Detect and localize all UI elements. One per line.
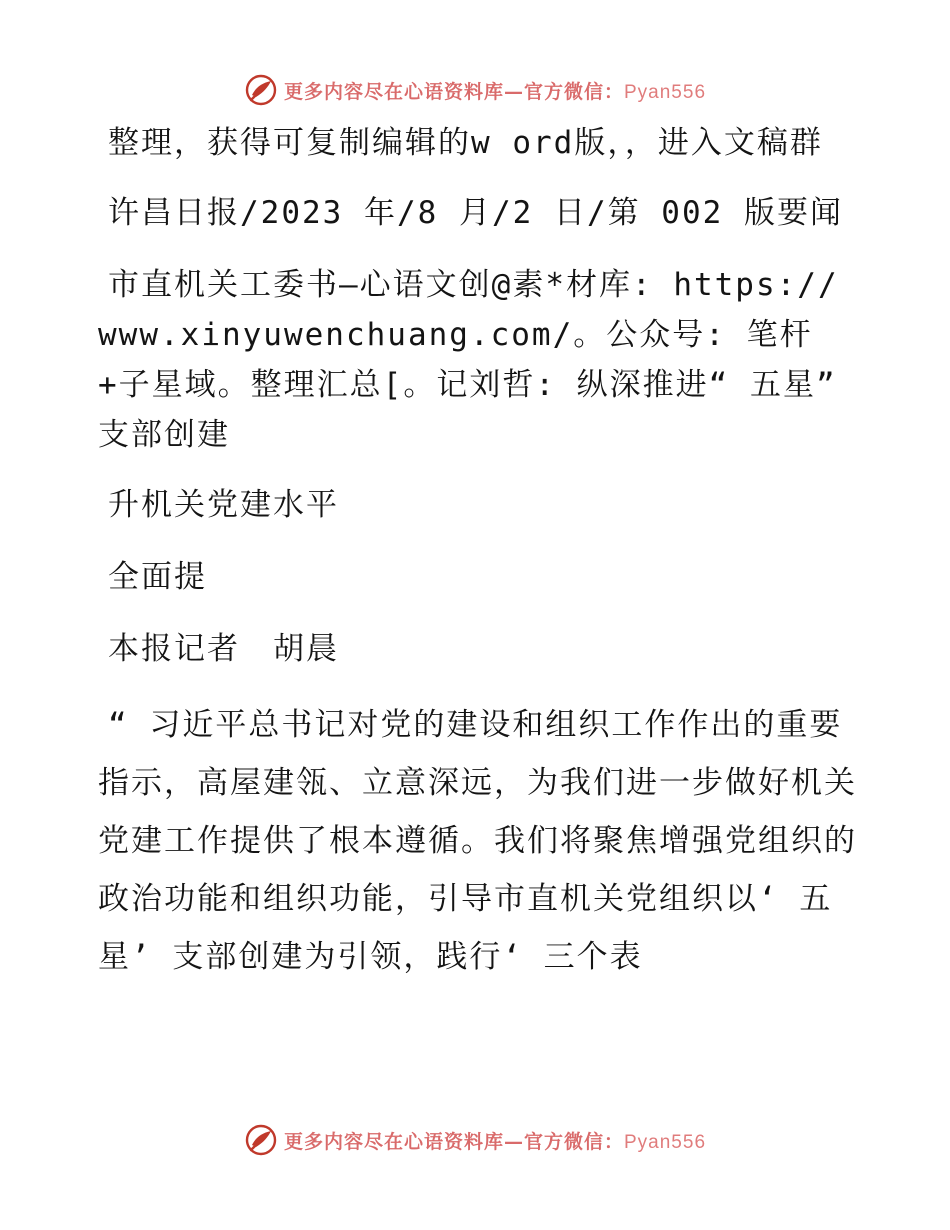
banner-dash: —: [503, 80, 524, 103]
banner-prefix: 更多内容尽在心语资料库: [283, 80, 504, 103]
banner-text: [284, 77, 706, 104]
paragraph-byline: 本报记者 胡晨: [108, 631, 339, 667]
paragraph-source: 许昌日报/2023 年/8 月/2 日/第 002 版要闻: [108, 195, 843, 231]
banner-wechat-id: Pyan556: [624, 81, 707, 103]
header-watermark-banner: [0, 70, 950, 110]
banner-prefix: 更多内容尽在心语资料库: [283, 1130, 504, 1153]
banner-dash: —: [503, 1130, 524, 1153]
footer-watermark-banner: [0, 1120, 950, 1160]
document-body: [98, 118, 858, 986]
paragraph-subheadline: 升机关党建水平: [108, 487, 339, 523]
banner-wechat-id: Pyan556: [624, 1131, 707, 1153]
banner-suffix: 官方微信：: [523, 80, 624, 103]
pen-nib-logo-icon: [244, 1123, 278, 1157]
banner-suffix: 官方微信：: [523, 1130, 624, 1153]
pen-nib-logo-icon: [244, 73, 278, 107]
banner-text: [284, 1127, 706, 1154]
paragraph-subheadline-2: 全面提: [108, 559, 207, 595]
paragraph-headline: 市直机关工委书—心语文创@素*材库: https:// www.xinyuwenchuang.com/。公众号: 笔杆+子星域。整理汇总[。记刘哲: 纵深推进“ 五星” 支部创建: [98, 267, 839, 453]
paragraph-intro: 整理，获得可复制编辑的w ord版，，进入文稿群: [108, 125, 823, 161]
paragraph-article-body: “ 习近平总书记对党的建设和组织工作作出的重要指示，高屋建瓴、立意深远，为我们进一步做好机关党建工作提供了根本遵循。我们将聚焦增强党组织的政治功能和组织功能，引导市直机关党组织以‘ 五星’ 支部创建为引领，践行‘ 三个表: [98, 707, 857, 975]
